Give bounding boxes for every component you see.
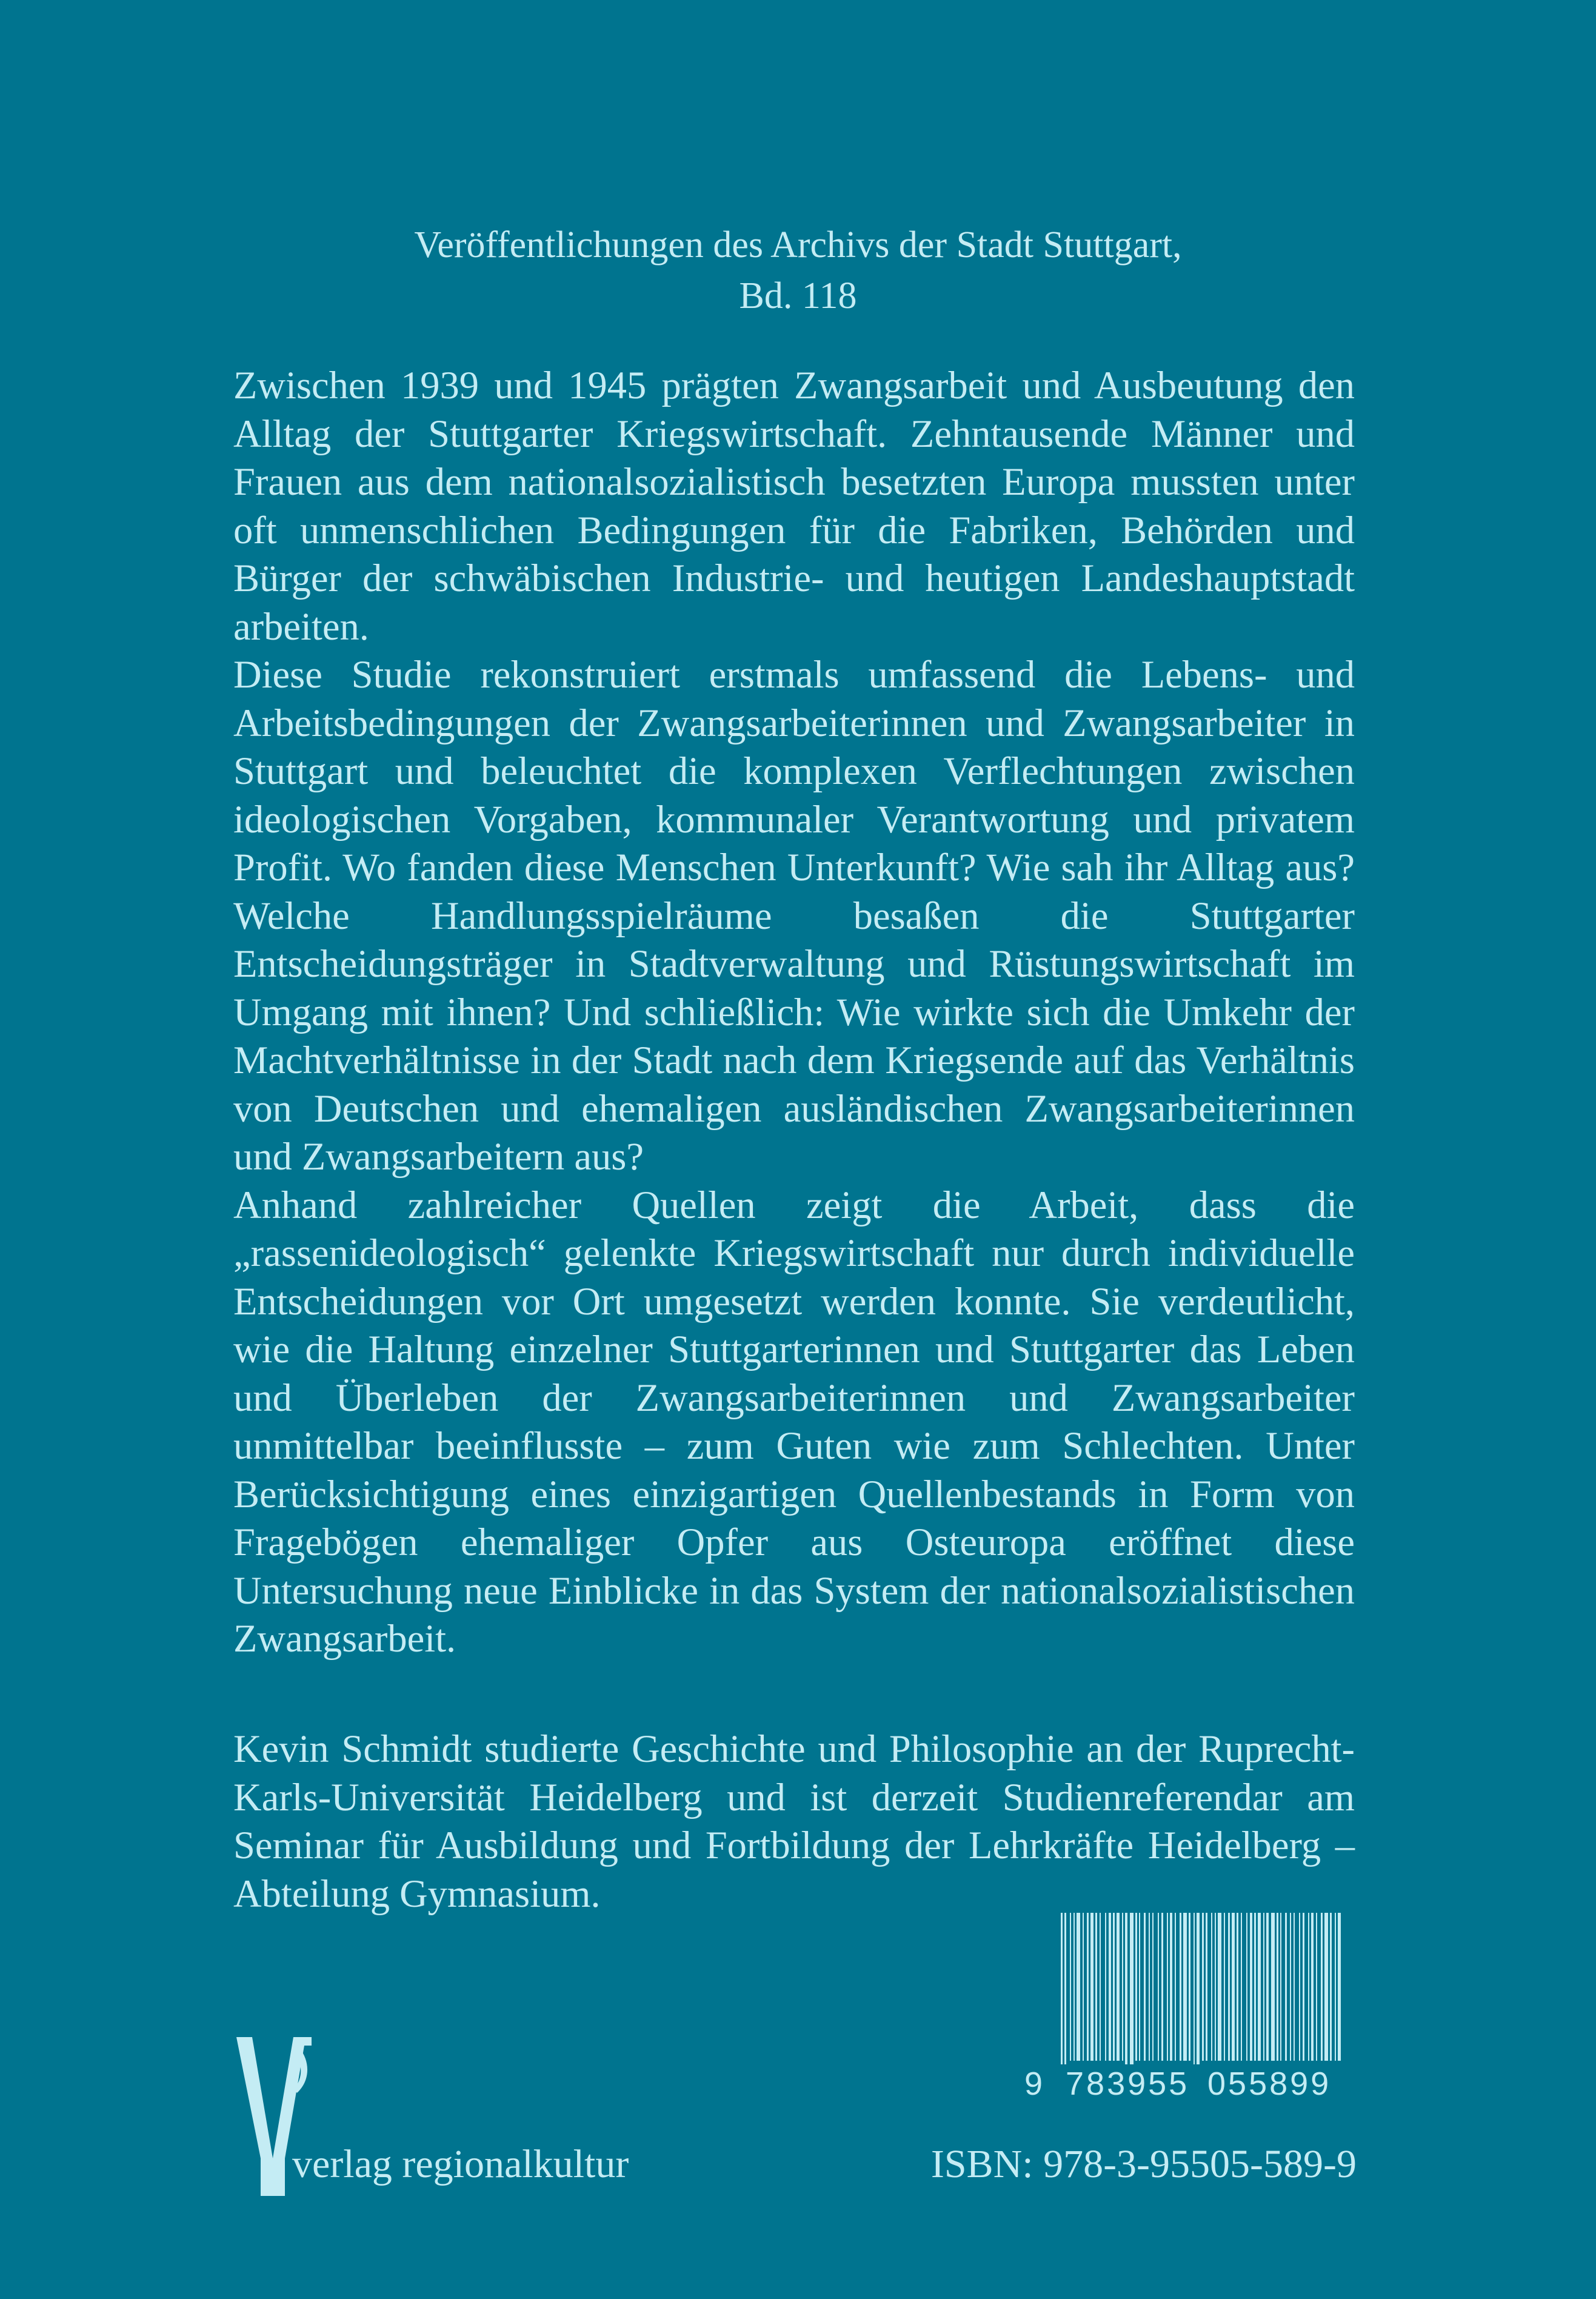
barcode-bar (1335, 1913, 1336, 2061)
barcode-bar (1266, 1913, 1269, 2061)
barcode-bar (1241, 1913, 1242, 2061)
author-bio: Kevin Schmidt studierte Geschichte und Philosophie an der Ruprecht-Karls-Universität Heidelberg und ist derzeit Studienreferendar am Seminar für Ausbildung und Fortbildung der Lehrkräfte Heidelberg – Abteilung Gymnasium. (233, 1727, 1355, 1915)
barcode-bar (1158, 1913, 1159, 2061)
barcode-digits (1024, 2064, 1357, 2103)
barcode-bar (1109, 1913, 1111, 2061)
series-title-line-1: Veröffentlichungen des Archivs der Stadt Stuttgart, (414, 224, 1182, 266)
barcode-bar (1299, 1913, 1300, 2061)
barcode-bar (1152, 1913, 1154, 2061)
blurb-paragraph-3: Anhand zahlreicher Quellen zeigt die Arbeit, dass die „rassenideologisch“ gelenkte Kriegswirtschaft nur durch individuelle Entscheidungen vor Ort umgesetzt werden konnte. Sie verdeutlicht, wie die Haltung einzelner Stuttgarterinnen und Stuttgarter das Leben und Überleben der Zwangsarbeiterinnen und Zwangsarbeiter unmittelbar beeinflusste – zum Guten wie zum Schlechten. Unter Berücksichtigung eines einzigartigen Quellenbestands in Form von Fragebögen ehemaliger Opfer aus Osteuropa eröffnet diese Untersuchung neue Einblicke in das System der nationalsozialistischen Zwangsarbeit. (233, 1183, 1355, 1660)
barcode-bar (1105, 1913, 1106, 2061)
barcode-bar (1237, 1913, 1238, 2061)
barcode-bar (1246, 1913, 1247, 2061)
barcode-bar (1206, 1913, 1207, 2061)
barcode-bar (1180, 1913, 1181, 2061)
barcode-bar (1254, 1913, 1256, 2061)
barcode-bar (1170, 1913, 1172, 2061)
barcode-bar (1228, 1913, 1230, 2061)
barcode-bar (1175, 1913, 1176, 2061)
blurb-paragraph-1: Zwischen 1939 und 1945 prägten Zwangsarbeit und Ausbeutung den Alltag der Stuttgarter Kriegswirtschaft. Zehntausende Männer und Frauen aus dem nationalsozialistisch besetzten Europa mussten unter oft unmenschlichen Bedingungen für die Fabriken, Behörden und Bürger der schwäbischen Industrie- und heutigen Landeshauptstadt arbeiten. (233, 364, 1355, 648)
barcode-bar (1303, 1913, 1304, 2061)
barcode-bar (1095, 1913, 1097, 2061)
barcode-bar (1117, 1913, 1120, 2061)
barcode-bar (1250, 1913, 1252, 2061)
publisher-name: verlag regionalkultur (292, 2142, 629, 2186)
barcode (1024, 1913, 1357, 2103)
barcode-bar (1215, 1913, 1216, 2061)
barcode-bar (1189, 1913, 1190, 2061)
barcode-bar (1087, 1913, 1089, 2061)
barcode-bar (1294, 1913, 1295, 2061)
barcode-digit-first: 9 (1024, 2066, 1043, 2102)
blurb-paragraph-2: Diese Studie rekonstruiert erstmals umfassend die Lebens- und Arbeitsbedingungen der Zwangsarbeiterinnen und Zwangsarbeiter in Stuttgart und beleuchtet die komplexen Verflechtungen zwischen ideologischen Vorgaben, kommunaler Verantwortung und privatem Profit. Wo fanden diese Menschen Unterkunft? Wie sah ihr Alltag aus? Welche Handlungsspielräume besaßen die Stuttgarter Entscheidungsträger in Stadtverwaltung und Rüstungswirtschaft im Umgang mit ihnen? Und schließlich: Wie wirkte sich die Umkehr der Machtverhältnisse in der Stadt nach dem Kriegsende auf das Verhältnis von Deutschen und ehemaligen ausländischen Zwangsarbeiterinnen und Zwangsarbeitern aus? (233, 653, 1355, 1178)
barcode-digits-right: 055899 (1207, 2066, 1332, 2102)
barcode-bar (1211, 1913, 1212, 2061)
isbn: ISBN: 978-3-95505-589-9 (930, 2142, 1357, 2186)
barcode-bar (1218, 1913, 1221, 2061)
barcode-bar (1258, 1913, 1261, 2061)
barcode-bar (1290, 1913, 1291, 2061)
barcode-bar (1330, 1913, 1332, 2061)
barcode-bar (1338, 1913, 1341, 2061)
barcode-bar (1139, 1913, 1140, 2061)
barcode-bar (1144, 1913, 1146, 2061)
series-title-line-2: Bd. 118 (739, 275, 857, 316)
barcode-bar (1183, 1913, 1187, 2061)
barcode-bar (1202, 1913, 1204, 2061)
blurb (233, 361, 1355, 1663)
barcode-bar (1149, 1913, 1150, 2061)
barcode-bar (1232, 1913, 1235, 2061)
barcode-bar (1263, 1913, 1264, 2061)
barcode-bar (1083, 1913, 1084, 2061)
barcode-bar (1271, 1913, 1275, 2061)
barcode-bar (1280, 1913, 1281, 2061)
barcode-bar (1100, 1913, 1101, 2061)
barcode-bar (1324, 1913, 1328, 2061)
barcode-digits-left: 783955 (1066, 2066, 1190, 2102)
series-title (0, 219, 1596, 321)
barcode-bar (1122, 1913, 1123, 2061)
barcode-bar (1316, 1913, 1317, 2061)
barcode-bar (1090, 1913, 1093, 2061)
barcode-bar (1135, 1913, 1137, 2061)
barcode-bar (1321, 1913, 1323, 2061)
barcode-bar (1285, 1913, 1287, 2061)
barcode-bar (1113, 1913, 1115, 2061)
barcode-bar (1224, 1913, 1225, 2061)
barcode-bar (1308, 1913, 1309, 2061)
barcode-bar (1073, 1913, 1075, 2061)
barcode-bar (1167, 1913, 1168, 2061)
barcode-bar (1161, 1913, 1163, 2061)
barcode-bar (1070, 1913, 1071, 2061)
barcode-bar (1311, 1913, 1314, 2061)
barcode-bar (1277, 1913, 1278, 2061)
barcode-bar (1077, 1913, 1080, 2061)
